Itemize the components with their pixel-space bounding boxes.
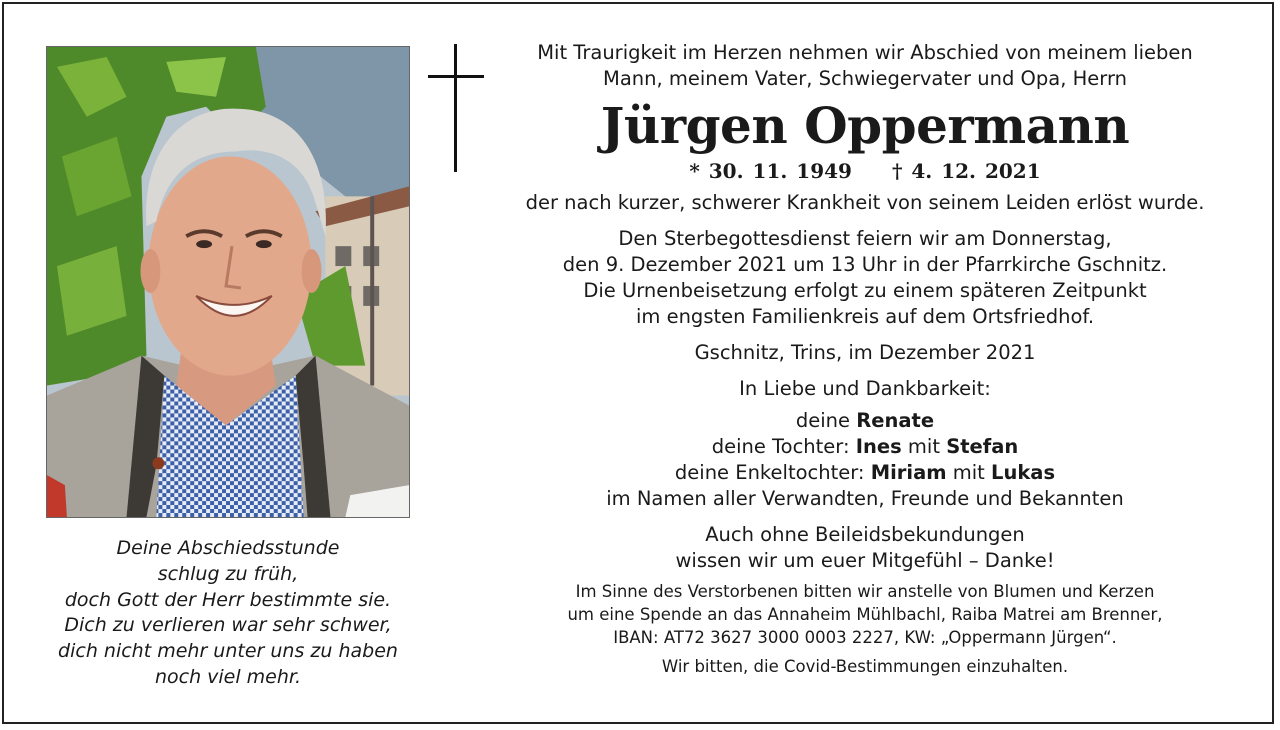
poem-line: Dich zu verlieren war sehr schwer,: [64, 614, 392, 637]
donation-line: um eine Spende an das Annaheim Mühlbachl, Raiba Matrei am Brenner,: [567, 605, 1163, 624]
mourner-prefix: deine: [795, 409, 857, 432]
mourner-wife: [490, 408, 1240, 434]
deceased-name: Jürgen Oppermann: [600, 96, 1130, 155]
mourner-granddaughter: [490, 460, 1240, 486]
condolences-line: wissen wir um euer Mitgefühl – Danke!: [675, 549, 1055, 572]
mourner-prefix: deine Tochter:: [711, 435, 856, 458]
donation-line: IBAN: AT72 3627 3000 0003 2227, KW: „Oppermann Jürgen“.: [613, 628, 1117, 647]
birth-date: * 30. 11. 1949: [689, 159, 852, 183]
mourner-connector: mit: [901, 435, 947, 458]
covid-note: Wir bitten, die Covid-Bestimmungen einzuhalten.: [661, 657, 1069, 676]
service-line: Den Sterbegottesdienst feiern wir am Donnerstag,: [618, 227, 1112, 250]
life-dates: [490, 158, 1240, 184]
poem-line: noch viel mehr.: [154, 665, 302, 688]
cross-icon: [428, 44, 484, 174]
farewell-poem: [30, 536, 426, 691]
mourner-prefix: deine Enkeltochter:: [674, 461, 871, 484]
intro-line: Mit Traurigkeit im Herzen nehmen wir Abschied von meinem lieben: [537, 41, 1193, 64]
mourner-connector: mit: [946, 461, 992, 484]
notice-text: [490, 40, 1240, 678]
portrait-photo: [46, 46, 410, 518]
poem-line: dich nicht mehr unter uns zu haben: [58, 640, 398, 663]
mourner-name: Miriam: [870, 461, 947, 484]
poem-line: doch Gott der Herr bestimmte sie.: [64, 588, 392, 611]
mourner-name: Lukas: [991, 461, 1056, 484]
mourner-name: Ines: [855, 435, 902, 458]
mourner-daughter: [490, 434, 1240, 460]
death-date: † 4. 12. 2021: [891, 159, 1041, 183]
service-line: im engsten Familienkreis auf dem Ortsfriedhof.: [635, 305, 1095, 328]
poem-line: schlug zu früh,: [157, 562, 299, 585]
condolences-line: Auch ohne Beileidsbekundungen: [705, 523, 1025, 546]
portrait-image: [47, 47, 409, 517]
mourner-name: Renate: [856, 409, 935, 432]
intro-line: Mann, meinem Vater, Schwiegervater und Opa, Herrn: [603, 67, 1127, 90]
release-line: der nach kurzer, schwerer Krankheit von seinem Leiden erlöst wurde.: [525, 191, 1205, 214]
donation-line: Im Sinne des Verstorbenen bitten wir anstelle von Blumen und Kerzen: [575, 582, 1155, 601]
poem-line: Deine Abschiedsstunde: [116, 537, 340, 559]
mourner-name: Stefan: [946, 435, 1019, 458]
place-date: Gschnitz, Trins, im Dezember 2021: [694, 341, 1036, 364]
service-line: den 9. Dezember 2021 um 13 Uhr in der Pfarrkirche Gschnitz.: [562, 253, 1168, 276]
mourners-heading: In Liebe und Dankbarkeit:: [739, 377, 991, 400]
relatives-line: im Namen aller Verwandten, Freunde und Bekannten: [606, 487, 1124, 510]
service-line: Die Urnenbeisetzung erfolgt zu einem späteren Zeitpunkt: [583, 279, 1147, 302]
